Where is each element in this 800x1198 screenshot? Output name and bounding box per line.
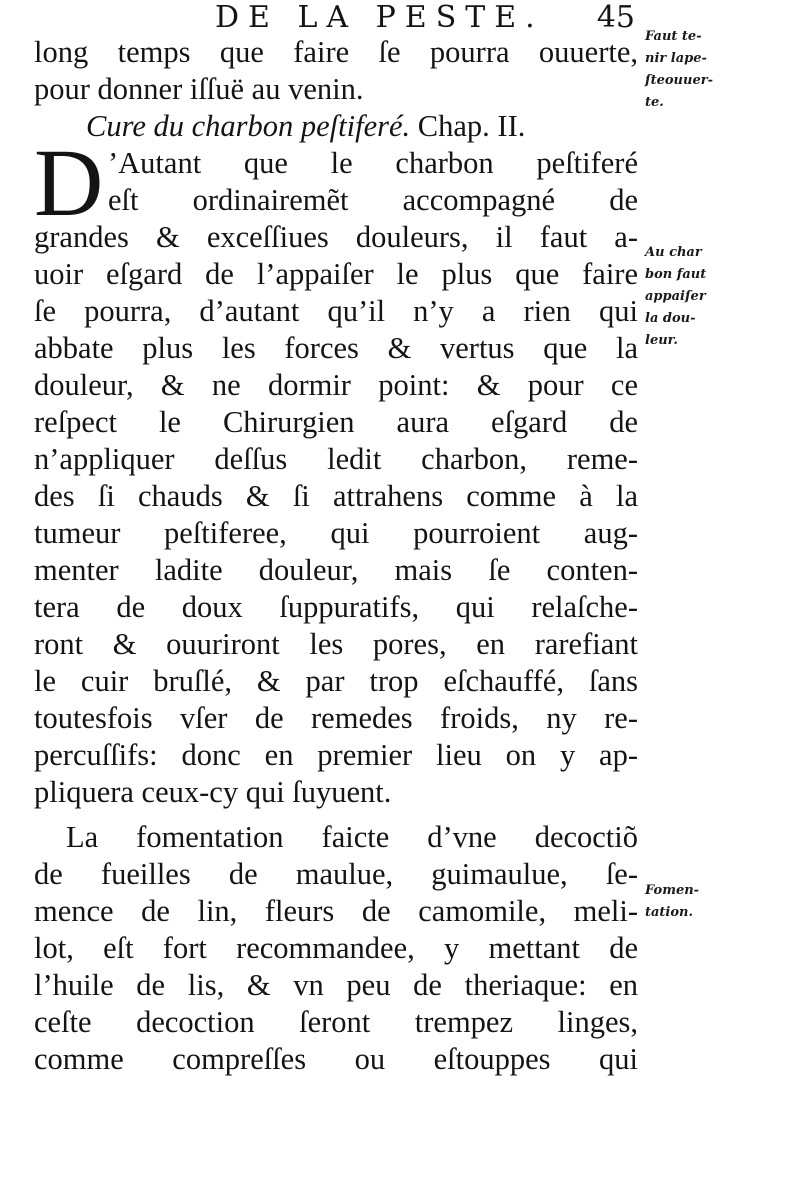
text-line: douleur, & ne dormir point: & pour ce: [34, 368, 638, 402]
text-line: ſe pourra, d’autant qu’il n’y a rien qui: [34, 294, 638, 328]
text-line: lot, eſt fort recommandee, y mettant de: [34, 931, 638, 965]
text-line: des ſi chauds & ſi attrahens comme à la: [34, 479, 638, 513]
dropcap-block: [34, 129, 638, 236]
margin-note-line: appaiſer: [645, 289, 706, 304]
text-line: mence de lin, fleurs de camomile, meli-: [34, 894, 638, 928]
margin-note-line: te.: [645, 95, 664, 110]
text-line: La fomentation faicte d’vne decoctiõ: [66, 820, 638, 854]
text-line: reſpect le Chirurgien aura eſgard de: [34, 405, 638, 439]
chapter-title: Cure du charbon peſtiferé.: [86, 109, 411, 143]
chapter-heading: [34, 108, 638, 145]
text-line: menter ladite douleur, mais ſe conten-: [34, 553, 638, 587]
page-number: 45: [596, 0, 635, 35]
text-line: de fueilles de maulue, guimaulue, ſe-: [34, 857, 638, 891]
paragraph-gap: [34, 811, 638, 819]
text-line: grandes & exceſſiues douleurs, il faut a-: [34, 220, 638, 254]
text-line: percuſſifs: donc en premier lieu on y ap-: [34, 738, 638, 772]
margin-note-line: Faut te-: [645, 29, 702, 44]
text-line: pour donner iſſuë au venin.: [34, 72, 364, 106]
paragraph-1: [34, 219, 638, 811]
margin-note-line: nir lape-: [645, 51, 707, 66]
margin-note-3: [645, 880, 795, 924]
text-line: uoir eſgard de l’appaiſer le plus que faire: [34, 257, 638, 291]
margin-note-line: Fomen-: [645, 883, 700, 898]
main-text-block: [34, 34, 638, 1078]
text-line: pliquera ceux-cy qui ſuyuent.: [34, 775, 392, 809]
margin-note-line: bon faut: [645, 267, 707, 282]
margin-note-line: la dou-: [645, 311, 696, 326]
chapter-number: Chap. II.: [417, 109, 526, 143]
text-line: ront & ouuriront les pores, en rarefiant: [34, 627, 638, 661]
margin-note-line: ſteouuer-: [645, 73, 713, 88]
dropcap-letter: D: [34, 129, 104, 236]
margin-note-2: [645, 242, 795, 352]
text-line: ceſte decoction ſeront trempez linges,: [34, 1005, 638, 1039]
text-line: n’appliquer deſſus ledit charbon, reme-: [34, 442, 638, 476]
text-line: comme compreſſes ou eſtouppes qui: [34, 1042, 638, 1076]
text-line: le cuir bruſlé, & par trop eſchauffé, ſans: [34, 664, 638, 698]
running-title: DE LA PESTE.: [215, 0, 544, 35]
running-header: [215, 0, 635, 38]
margin-note-line: leur.: [645, 333, 678, 348]
text-line: eſt ordinairemẽt accompagné de: [108, 183, 638, 217]
text-line: toutesfois vſer de remedes froids, ny re-: [34, 701, 638, 735]
text-line: tumeur peſtiferee, qui pourroient aug-: [34, 516, 638, 550]
margin-note-1: [645, 26, 795, 114]
text-line: ’Autant que le charbon peſtiferé: [108, 146, 638, 180]
text-line: tera de doux ſuppuratifs, qui relaſche-: [34, 590, 638, 624]
margin-note-line: tation.: [645, 905, 694, 920]
text-line: abbate plus les forces & vertus que la: [34, 331, 638, 365]
text-line: long temps que faire ſe pourra ouuerte,: [34, 35, 638, 69]
margin-note-line: Au char: [645, 245, 702, 260]
text-line: l’huile de lis, & vn peu de theriaque: en: [34, 968, 638, 1002]
paragraph-2: [34, 819, 638, 1078]
